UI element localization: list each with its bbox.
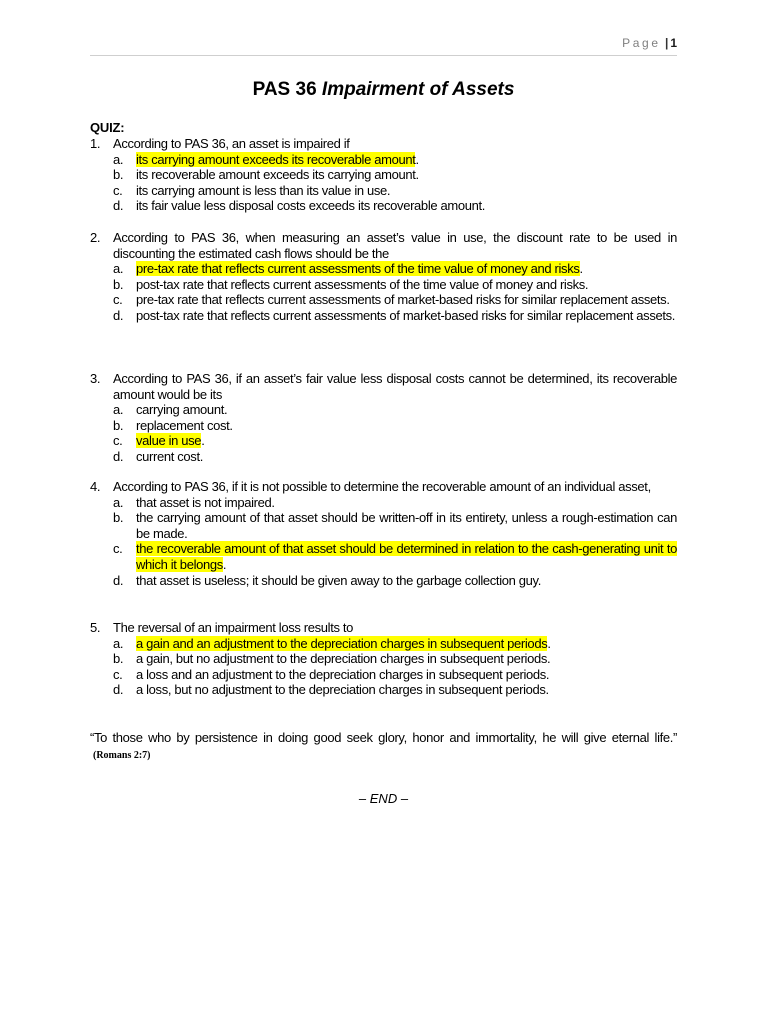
title-italic: Impairment of Assets — [321, 79, 515, 100]
option-text — [136, 198, 677, 214]
option-letter: b. — [113, 276, 124, 292]
option-text-content: a loss and an adjustment to the depreciation charges in subsequent periods. — [136, 666, 550, 682]
option-letter: c. — [113, 292, 123, 308]
option-suffix: . — [579, 261, 583, 277]
option-letter: d. — [113, 198, 124, 214]
option-text — [136, 167, 677, 183]
option-suffix: . — [547, 635, 551, 651]
option-text — [136, 277, 677, 293]
answer-option-c — [113, 183, 677, 199]
option-text — [136, 651, 677, 667]
option-letter: a. — [113, 494, 124, 510]
answer-option-b — [113, 651, 677, 667]
option-text — [136, 510, 677, 541]
answer-option-d — [113, 198, 677, 214]
option-text-content: that asset is useless; it should be given away to the garbage collection guy. — [136, 572, 541, 588]
option-text-content: its recoverable amount exceeds its carrying amount. — [136, 167, 419, 183]
answer-option-a — [113, 152, 677, 168]
question-text: According to PAS 36, when measuring an asset’s value in use, the discount rate to be used in discounting the estimated cash flows should be the — [113, 230, 677, 261]
option-text — [136, 636, 677, 652]
option-letter: b. — [113, 167, 124, 183]
option-text-content: its carrying amount is less than its value in use. — [136, 182, 391, 198]
option-text-content: a loss, but no adjustment to the depreciation charges in subsequent periods. — [136, 682, 549, 698]
answer-option-a — [113, 636, 677, 652]
option-text-content: the carrying amount of that asset should be written-off in its entirety, unless a rough-estimation can be made. — [136, 510, 677, 541]
option-text — [136, 541, 677, 572]
answer-highlight: value in use — [136, 433, 202, 449]
option-text — [136, 292, 677, 308]
answer-option-b — [113, 510, 677, 541]
answer-highlight: its carrying amount exceeds its recoverable amount — [136, 151, 416, 167]
page-header — [90, 36, 677, 56]
answer-highlight: the recoverable amount of that asset should be determined in relation to the cash-generating unit to which it belongs — [136, 541, 677, 572]
answer-option-d — [113, 449, 677, 465]
option-suffix: . — [222, 556, 227, 572]
answer-option-b — [113, 277, 677, 293]
question-number: 2. — [90, 230, 101, 245]
answer-option-c — [113, 292, 677, 308]
option-suffix: . — [415, 151, 419, 167]
option-letter: d. — [113, 682, 124, 698]
page-number: 1 — [670, 36, 677, 50]
option-text-content: pre-tax rate that reflects current assessments of market-based risks for similar replacement assets. — [136, 292, 670, 308]
document-title — [90, 78, 677, 102]
answer-option-c — [113, 541, 677, 572]
question-number: 4. — [90, 479, 101, 494]
question-text: According to PAS 36, if an asset’s fair value less disposal costs cannot be determined, its recoverable amount would be its — [113, 371, 677, 402]
question-stem — [90, 136, 677, 152]
question-text: According to PAS 36, if it is not possible to determine the recoverable amount of an individual asset, — [113, 479, 651, 494]
question-stem — [90, 620, 677, 636]
question-text: According to PAS 36, an asset is impaired if — [113, 136, 350, 151]
answer-option-b — [113, 418, 677, 434]
option-letter: b. — [113, 510, 124, 526]
option-letter: a. — [113, 635, 124, 651]
option-text — [136, 449, 677, 465]
answer-option-b — [113, 167, 677, 183]
answer-highlight: pre-tax rate that reflects current assessments of the time value of money and risks — [136, 261, 580, 277]
page-label: Page — [622, 36, 661, 50]
option-text — [136, 433, 677, 449]
closing-quote — [90, 730, 677, 763]
quote-text: “To those who by persistence in doing good seek glory, honor and immortality, he will give eternal life.” — [90, 730, 677, 745]
option-suffix: . — [201, 433, 205, 449]
question-number: 1. — [90, 136, 101, 151]
option-letter: d. — [113, 307, 124, 323]
option-text — [136, 183, 677, 199]
option-text-content: post-tax rate that reflects current assessments of market-based risks for similar replacement assets. — [136, 307, 676, 323]
option-text-content: that asset is not impaired. — [136, 494, 275, 510]
option-text-content: carrying amount. — [136, 402, 228, 418]
option-letter: c. — [113, 541, 123, 557]
option-text-content: replacement cost. — [136, 417, 233, 433]
question-number: 3. — [90, 371, 101, 386]
option-text-content: post-tax rate that reflects current assessments of the time value of money and risks. — [136, 276, 589, 292]
question-3 — [90, 371, 677, 465]
option-text-content: its fair value less disposal costs exceeds its recoverable amount. — [136, 198, 486, 214]
answer-option-c — [113, 667, 677, 683]
answer-option-d — [113, 573, 677, 589]
answer-option-a — [113, 495, 677, 511]
answer-option-a — [113, 402, 677, 418]
option-letter: c. — [113, 433, 123, 449]
option-letter: b. — [113, 651, 124, 667]
question-5 — [90, 620, 677, 698]
question-stem — [90, 479, 677, 495]
answer-option-a — [113, 261, 677, 277]
question-1 — [90, 136, 677, 214]
option-letter: c. — [113, 182, 123, 198]
option-text — [136, 261, 677, 277]
answer-option-d — [113, 682, 677, 698]
page-number-separator: | — [664, 36, 669, 50]
option-text — [136, 308, 677, 324]
option-text-content: a gain, but no adjustment to the depreciation charges in subsequent periods. — [136, 651, 551, 667]
question-text: The reversal of an impairment loss results to — [113, 620, 354, 635]
option-letter: d. — [113, 572, 124, 588]
option-text — [136, 573, 677, 589]
question-number: 5. — [90, 620, 101, 635]
question-4 — [90, 479, 677, 588]
option-text — [136, 152, 677, 168]
option-text — [136, 418, 677, 434]
option-text — [136, 667, 677, 683]
option-letter: a. — [113, 151, 124, 167]
question-stem — [90, 230, 677, 261]
option-letter: d. — [113, 448, 124, 464]
question-stem — [90, 371, 677, 402]
option-text — [136, 402, 677, 418]
answer-option-d — [113, 308, 677, 324]
question-2 — [90, 230, 677, 324]
quiz-label: QUIZ: — [90, 120, 125, 135]
option-letter: a. — [113, 402, 124, 418]
answer-highlight: a gain and an adjustment to the depreciation charges in subsequent periods — [136, 635, 548, 651]
option-letter: c. — [113, 666, 123, 682]
answer-option-c — [113, 433, 677, 449]
end-marker: – END – — [358, 791, 409, 806]
quote-reference: (Romans 2:7) — [93, 749, 151, 761]
option-text — [136, 682, 677, 698]
title-prefix: PAS 36 — [252, 79, 317, 100]
option-letter: b. — [113, 417, 124, 433]
option-text-content: current cost. — [136, 448, 203, 464]
option-letter: a. — [113, 261, 124, 277]
option-text — [136, 495, 677, 511]
